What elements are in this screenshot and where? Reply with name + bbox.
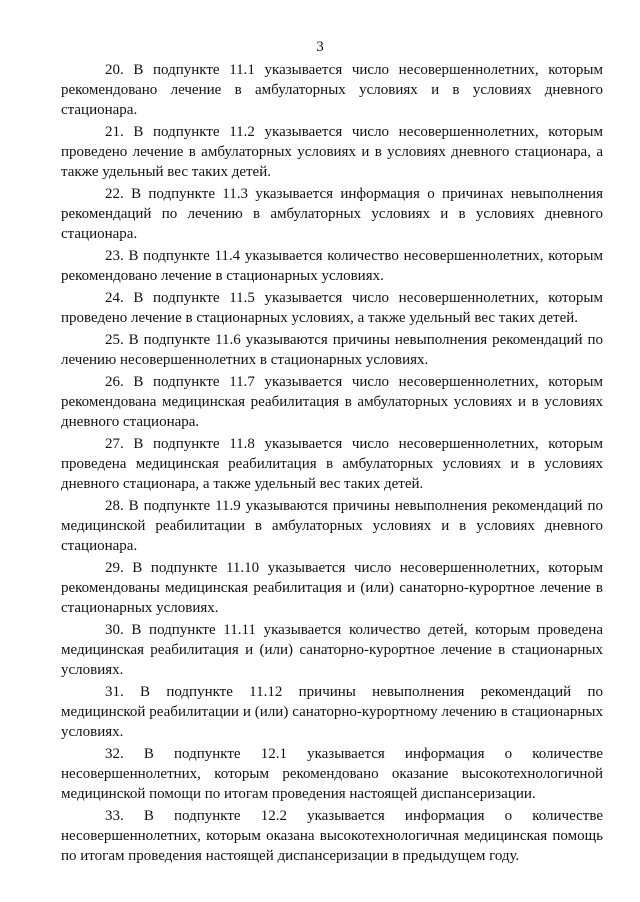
paragraph-26: 26. В подпункте 11.7 указывается число несовершеннолетних, которым рекомендована медицинская реабилитация в амбулаторных условиях и в условиях дневного стационара. <box>61 374 603 430</box>
paragraph-27: 27. В подпункте 11.8 указывается число несовершеннолетних, которым проведена медицинская реабилитация в амбулаторных условиях и в условиях дневного стационара, а также удельный вес таких детей. <box>61 436 603 492</box>
document-body <box>61 60 603 868</box>
paragraph-24: 24. В подпункте 11.5 указывается число несовершеннолетних, которым проведено лечение в стационарных условиях, а также удельный вес таких детей. <box>61 290 603 326</box>
paragraph-32: 32. В подпункте 12.1 указывается информация о количестве несовершеннолетних, которым рекомендовано оказание высокотехнологичной медицинской помощи по итогам проведения настоящей диспансеризации. <box>61 746 603 802</box>
paragraph-30: 30. В подпункте 11.11 указывается количество детей, которым проведена медицинская реабилитация и (или) санаторно-курортное лечение в стационарных условиях. <box>61 622 603 678</box>
paragraph-31: 31. В подпункте 11.12 причины невыполнения рекомендаций по медицинской реабилитации и (или) санаторно-курортному лечению в стационарных условиях. <box>61 684 603 740</box>
paragraph-25: 25. В подпункте 11.6 указываются причины невыполнения рекомендаций по лечению несовершеннолетних в стационарных условиях. <box>61 332 603 368</box>
paragraph-22: 22. В подпункте 11.3 указывается информация о причинах невыполнения рекомендаций по лечению в амбулаторных условиях и в условиях дневного стационара. <box>61 186 603 242</box>
paragraph-29: 29. В подпункте 11.10 указывается число несовершеннолетних, которым рекомендованы медицинская реабилитация и (или) санаторно-курортное лечение в стационарных условиях. <box>61 560 603 616</box>
paragraph-28: 28. В подпункте 11.9 указываются причины невыполнения рекомендаций по медицинской реабилитации в амбулаторных условиях и в условиях дневного стационара. <box>61 498 603 554</box>
paragraph-33: 33. В подпункте 12.2 указывается информация о количестве несовершеннолетних, которым оказана высокотехнологичная медицинская помощь по итогам проведения настоящей диспансеризации в предыдущем году. <box>61 808 603 864</box>
paragraph-23: 23. В подпункте 11.4 указывается количество несовершеннолетних, которым рекомендовано лечение в стационарных условиях. <box>61 248 603 284</box>
paragraph-21: 21. В подпункте 11.2 указывается число несовершеннолетних, которым проведено лечение в амбулаторных условиях и в условиях дневного стационара, а также удельный вес таких детей. <box>61 124 603 180</box>
paragraph-20: 20. В подпункте 11.1 указывается число несовершеннолетних, которым рекомендовано лечение в амбулаторных условиях и в условиях дневного стационара. <box>61 62 603 118</box>
page-number: 3 <box>316 39 324 55</box>
